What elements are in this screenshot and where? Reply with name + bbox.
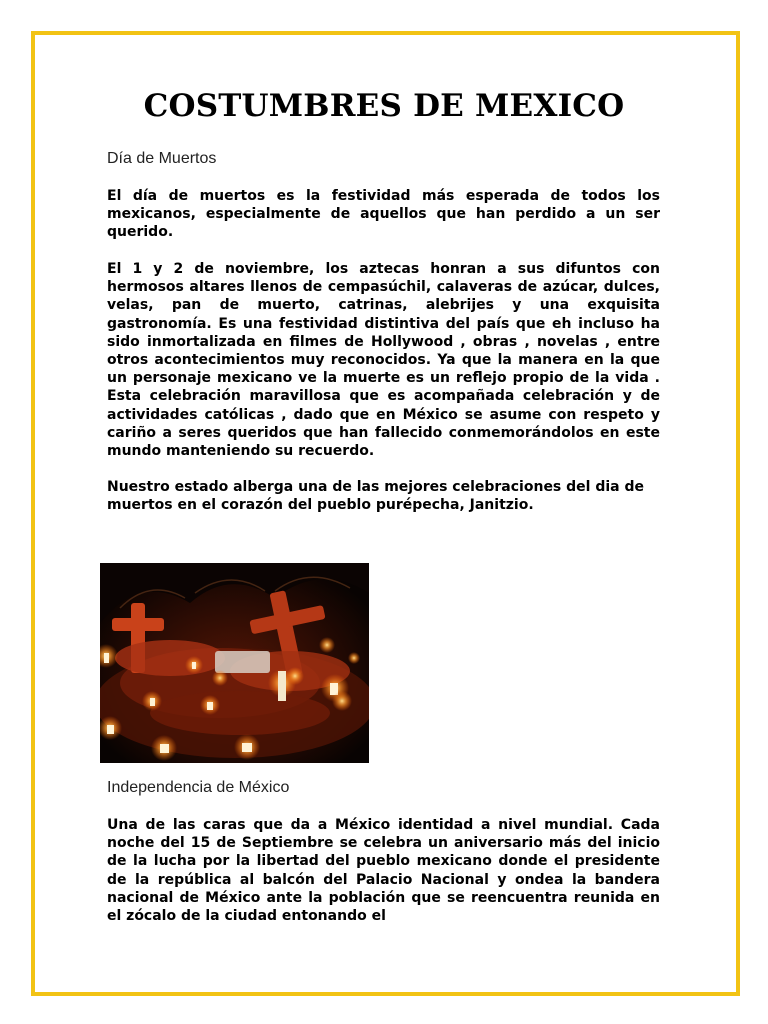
paragraph-tradition: El 1 y 2 de noviembre, los aztecas honran a sus difuntos con hermosos altares llenos de cempasúchil, calaveras de azúcar, dulces, velas, pan de muerto, catrinas, alebrijes y una exquisita gastronomía. Es una festividad distintiva del país que eh incluso ha sido inmortalizada en filmes de Hollywood , obras , novelas , entre otros acontecimientos muy reconocidos. Ya que la manera en la que un personaje mexicano ve la muerte es un reflejo propio de la vida . Esta celebración maravillosa que es acompañada celebración y de actividades católicas , dado que en México se asume con respeto y cariño a seres queridos que han fallecido conmemorándolos en este mundo manteniendo su recuerdo. xyxy=(107,261,660,460)
section-heading-independencia: Independencia de México xyxy=(107,779,290,796)
paragraph-independencia: Una de las caras que da a México identidad a nivel mundial. Cada noche del 15 de Septiembre se celebra un aniversario más del inicio de la lucha por la libertad del pueblo mexicano donde el presidente de la república al balcón del Palacio Nacional y ondea la bandera nacional de México ante la población que se reencuentra reunida en el zócalo de la ciudad entonando el xyxy=(107,817,660,925)
section-heading-dia-de-muertos: Día de Muertos xyxy=(107,150,217,167)
day-of-the-dead-altar-photo xyxy=(100,563,369,763)
paragraph-janitzio: Nuestro estado alberga una de las mejores celebraciones del dia de muertos en el corazón del pueblo purépecha, Janitzio. xyxy=(107,479,644,514)
paragraph-intro: El día de muertos es la festividad más esperada de todos los mexicanos, especialmente de aquellos que han perdido a un ser querido. xyxy=(107,188,660,241)
page-title: COSTUMBRES DE MEXICO xyxy=(143,88,625,124)
altar-illustration xyxy=(100,563,369,763)
